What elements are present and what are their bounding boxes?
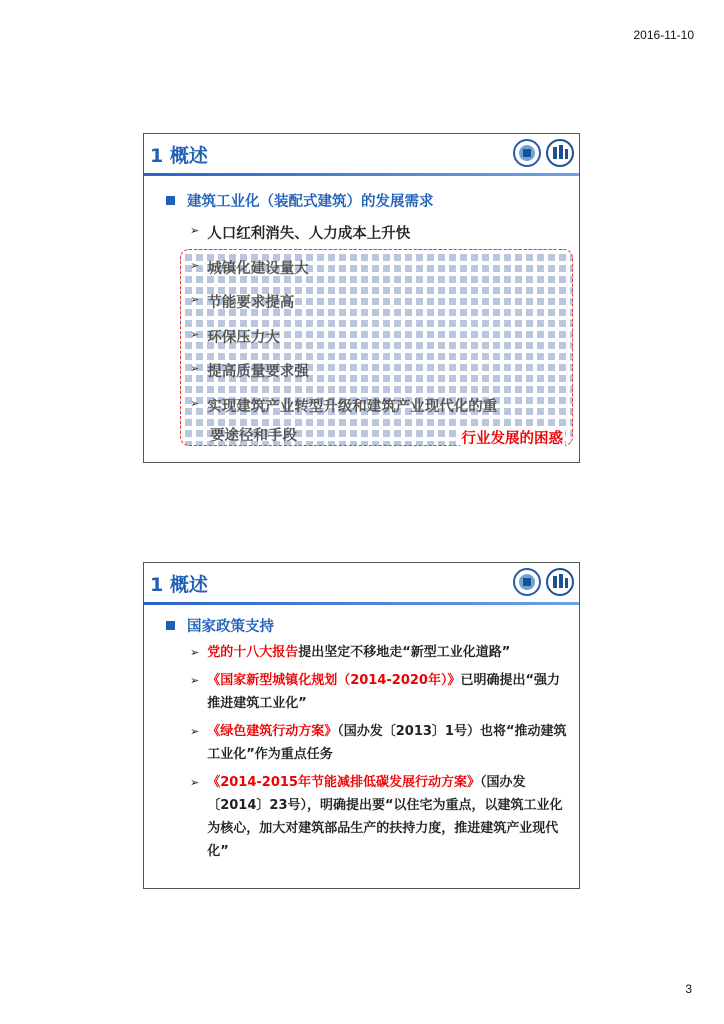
logo-group — [512, 566, 575, 598]
slide-2 — [143, 562, 580, 889]
list-item: ➢ 党的十八大报告提出坚定不移地走“新型工业化道路” — [190, 641, 570, 664]
arrow-bullet-icon: ➢ — [190, 776, 200, 789]
section-heading: 建筑工业化（装配式建筑）的发展需求 — [166, 190, 434, 211]
slide-title: 1 概述 — [150, 145, 208, 167]
slide-title-bar — [144, 563, 579, 601]
list-item: ➢ 节能要求提高 — [190, 293, 295, 311]
policy-name: 党的十八大报告 — [207, 645, 299, 660]
list-item: ➢ 人口红利消失、人力成本上升快 — [190, 224, 411, 242]
arrow-bullet-icon: ➢ — [190, 646, 200, 659]
highlight-box — [180, 249, 573, 446]
slide-1 — [143, 133, 580, 463]
arrow-bullet-icon: ➢ — [190, 293, 200, 306]
list-item: ➢ 实现建筑产业转型升级和建筑产业现代化的重 — [190, 397, 498, 415]
section-heading: 国家政策支持 — [166, 615, 274, 636]
arrow-bullet-icon: ➢ — [190, 259, 200, 272]
list-item-continuation: 要途径和手段 — [210, 428, 297, 444]
policy-name: 《绿色建筑行动方案》 — [207, 724, 338, 739]
arrow-bullet-icon: ➢ — [190, 362, 200, 375]
company-logo-icon — [545, 566, 575, 598]
slide-title-bar — [144, 134, 579, 172]
arrow-bullet-icon: ➢ — [190, 725, 200, 738]
list-item: ➢ 城镇化建设量大 — [190, 259, 309, 277]
list-item: ➢ 环保压力大 — [190, 328, 280, 346]
company-logo-icon — [545, 137, 575, 169]
list-item: ➢ 《国家新型城镇化规划（2014-2020年）》已明确提出“强力推进建筑工业化” — [190, 669, 570, 715]
logo-group — [512, 137, 575, 169]
arrow-bullet-icon: ➢ — [190, 397, 200, 410]
square-bullet-icon — [166, 621, 175, 630]
university-seal-icon — [512, 566, 542, 598]
policy-name: 《2014-2015年节能减排低碳发展行动方案》 — [207, 775, 480, 790]
university-seal-icon — [512, 137, 542, 169]
annotation-label: 行业发展的困惑 — [460, 427, 566, 448]
arrow-bullet-icon: ➢ — [190, 674, 200, 687]
title-underline — [144, 602, 579, 605]
title-underline — [144, 173, 579, 176]
list-item: ➢ 《绿色建筑行动方案》（国办发〔2013〕1号）也将“推动建筑工业化”作为重点任务 — [190, 720, 570, 766]
print-date: 2016-11-10 — [633, 28, 694, 42]
policy-name: 《国家新型城镇化规划（2014-2020年）》 — [207, 673, 461, 688]
square-bullet-icon — [166, 196, 175, 205]
slide-title: 1 概述 — [150, 574, 208, 596]
arrow-bullet-icon: ➢ — [190, 328, 200, 341]
list-item: ➢ 提高质量要求强 — [190, 362, 309, 380]
arrow-bullet-icon: ➢ — [190, 224, 200, 237]
page-number: 3 — [685, 982, 692, 996]
list-item: ➢ 《2014-2015年节能减排低碳发展行动方案》（国办发〔2014〕23号），明确提出要“以住宅为重点，以建筑工业化为核心，加大对建筑部品生产的扶持力度，推进建筑产业现代化” — [190, 771, 570, 863]
